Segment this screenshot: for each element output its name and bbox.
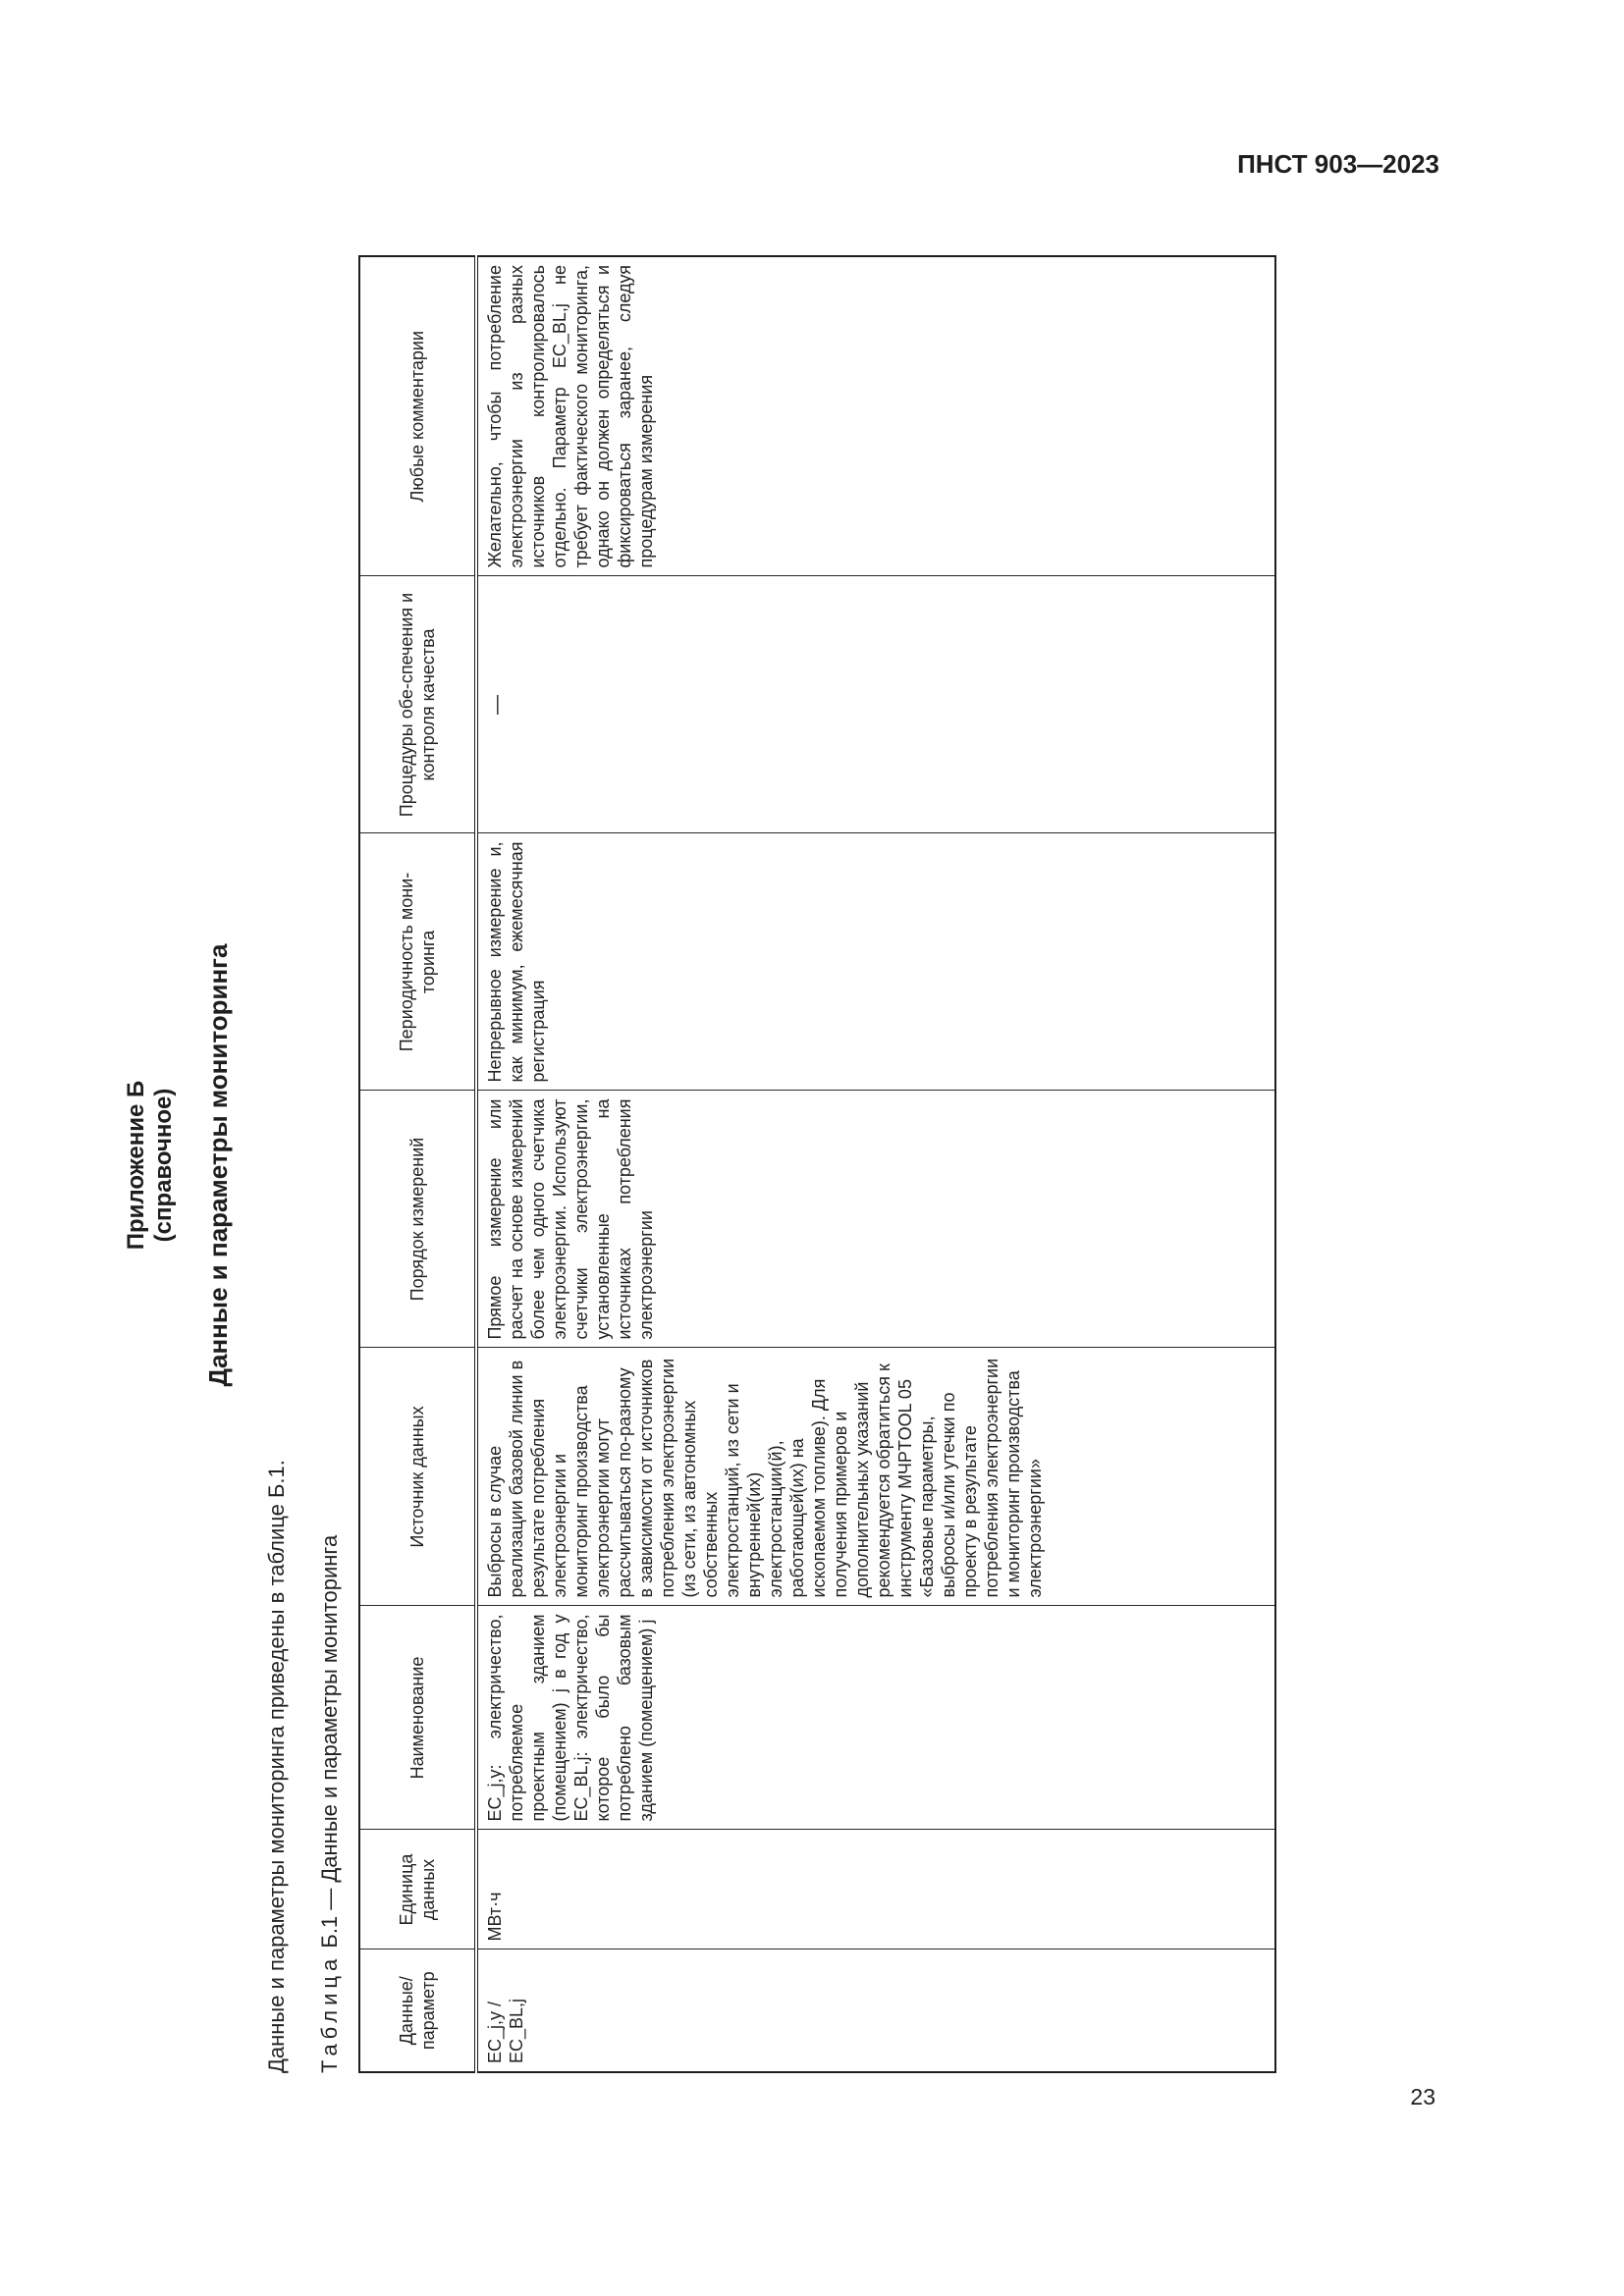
cell-parameter <box>476 1949 1275 2072</box>
document-code: ПНСТ 903—2023 <box>1237 149 1439 179</box>
header-parameter: Данные/ параметр <box>359 1949 476 2072</box>
table-caption-text: Б.1 — Данные и параметры мониторинга <box>317 1534 342 1954</box>
header-qa-qc: Процедуры обе-спечения и контроля качества <box>359 576 476 833</box>
header-procedure: Порядок измерений <box>359 1091 476 1348</box>
unit-value: МВт·ч <box>485 1892 505 1942</box>
header-unit: Единица данных <box>359 1830 476 1949</box>
cell-comments <box>476 256 1275 576</box>
cell-source <box>476 1348 1275 1606</box>
name-text: EC_j,y: электричество, потребляемое проектным зданием (помещением) j в год y EC_BL,j: электричество, которое было бы потреблено базовым зданием (помещением) j <box>485 1614 656 1822</box>
cell-qa-qc <box>476 576 1275 833</box>
frequency-text: Непрерывное измерение и, как минимум, ежемесячная регистрация <box>485 841 548 1083</box>
cell-name <box>476 1606 1275 1830</box>
rotated-page-content <box>123 257 1105 2073</box>
appendix-status: (справочное) <box>150 1088 177 1243</box>
table-caption <box>317 1535 343 2073</box>
source-text: Выбросы в случае реализации базовой линии в результате потребления электроэнергии и мониторинг производства электроэнергии могут рассчитываться по-разному в зависимости от источников потребления электроэнергии (из сети, из автономных собственных электростанций, из сети и внутренней(их) электростанции(й), работающей(их) на ископаемом топливе). Для получения примеров и дополнительных указаний рекомендуется обратиться к инструменту МЧРTOOL 05 «Базовые параметры, выбросы и/или утечки по проекту в результате потребления электроэнергии и мониторинг производства электроэнергии» <box>485 1358 1045 1598</box>
header-name: Наименование <box>359 1606 476 1830</box>
table-caption-prefix: Таблица <box>317 1953 342 2073</box>
monitoring-table <box>358 255 1276 2073</box>
intro-paragraph: Данные и параметры мониторинга приведены в таблице Б.1. <box>264 1460 289 2073</box>
appendix-heading: Данные и параметры мониторинга <box>203 943 233 1387</box>
appendix-label: Приложение Б <box>123 1080 149 1251</box>
header-frequency: Периодичность мони-торинга <box>359 833 476 1091</box>
page-number: 23 <box>1410 2084 1435 2109</box>
parameter-symbol: EC_j,y / EC_BL,j <box>485 1998 526 2063</box>
header-comments: Любые комментарии <box>359 256 476 576</box>
cell-frequency <box>476 833 1275 1091</box>
cell-unit <box>476 1830 1275 1949</box>
cell-procedure <box>476 1091 1275 1348</box>
table-row <box>476 256 1275 2072</box>
procedure-text: Прямое измерение или расчет на основе измерений более чем одного счетчика электроэнергии. Используют счетчики электроэнергии, установленные на источниках потребления электроэнергии <box>485 1098 656 1340</box>
comments-text: Желательно, чтобы потребление электроэнергии из разных источников контролировалось отдельно. Параметр EC_BL,j не требует фактического мониторинга, однако он должен определяться и фиксироваться заранее, следуя процедурам измерения <box>485 265 656 568</box>
table-header-row <box>359 256 476 2072</box>
qa-qc-value: — <box>486 695 508 715</box>
header-source: Источник данных <box>359 1348 476 1606</box>
